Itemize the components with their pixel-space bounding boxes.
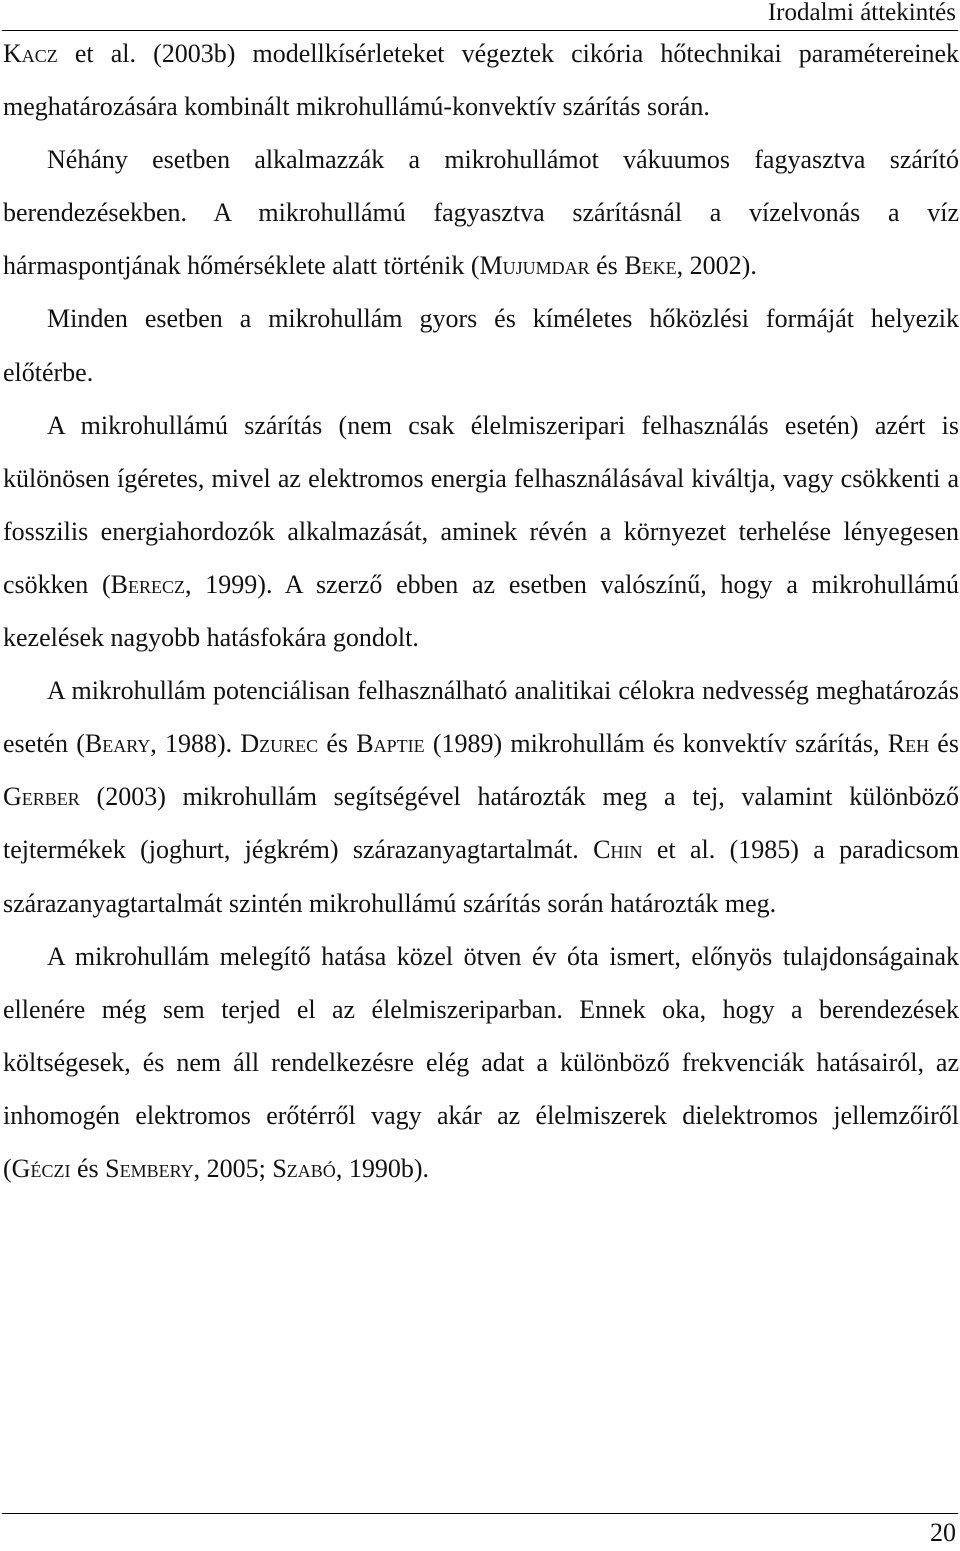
author-name: Szabó bbox=[272, 1153, 336, 1183]
paragraph-5 bbox=[3, 664, 959, 929]
page-number: 20 bbox=[930, 1518, 956, 1547]
paragraph-text: és bbox=[589, 251, 625, 281]
author-name: Chin bbox=[593, 835, 643, 865]
paragraph-text: (1989) mikrohullám és konvektív szárítás, bbox=[424, 729, 888, 759]
footer-divider bbox=[2, 1513, 958, 1514]
author-name: Kacz bbox=[3, 39, 58, 68]
paragraph-text: és bbox=[70, 1153, 106, 1183]
paragraph-text: , 2002). bbox=[676, 251, 757, 281]
paragraph-text: et al. (1985) a paradicsom szárazanyagtartalmát szintén mikrohullámú szárítás során határozták meg. bbox=[3, 835, 959, 918]
paragraph-4 bbox=[3, 399, 959, 664]
paragraph-text: A mikrohullám melegítő hatása közel ötven év óta ismert, előnyös tulajdonságainak ellenére még sem terjed el az élelmiszeriparban. Ennek oka, hogy a berendezések költségesek, és nem áll rendelkezésre elég adat a különböző frekvenciák hatásairól, az inhomogén elektromos erőtérről vagy akár az élelmiszerek dielektromos jellemzőiről ( bbox=[3, 941, 959, 1183]
paragraph-text: , 1999). A szerző ebben az esetben valószínű, hogy a mikrohullámú kezelések nagyobb hatásfokára gondolt. bbox=[3, 569, 959, 653]
paragraph-2 bbox=[3, 133, 959, 292]
paragraph-text: (2003) mikrohullám segítségével határozták meg a tej, valamint különböző tejtermékek (joghurt, jégkrém) szárazanyagtartalmát. bbox=[3, 782, 959, 865]
paragraph-text: , 2005; bbox=[193, 1153, 273, 1183]
paragraph-text: , 1988). bbox=[150, 729, 241, 759]
author-name: Beke bbox=[624, 251, 677, 281]
author-name: Dzurec bbox=[240, 729, 319, 759]
author-name: Berecz bbox=[110, 569, 185, 599]
paragraph-text: A mikrohullám potenciálisan felhasználható analitikai célokra nedvesség meghatározás esetén ( bbox=[3, 676, 959, 759]
paragraph-6 bbox=[3, 930, 959, 1195]
paragraph-text: Minden esetben a mikrohullám gyors és kíméletes hőközlési formáját helyezik előtérbe. bbox=[3, 304, 959, 387]
paragraph-text: Néhány esetben alkalmazzák a mikrohullámot vákuumos fagyasztva szárító berendezésekben. A mikrohullámú fagyasztva szárításnál a vízelvonás a víz hármaspontjának hőmérséklete alatt történik ( bbox=[3, 145, 959, 281]
author-name: Géczi bbox=[11, 1153, 71, 1183]
paragraph-text: és bbox=[929, 729, 959, 759]
paragraph-text: A mikrohullámú szárítás (nem csak élelmiszeripari felhasználás esetén) azért is különösen ígéretes, mivel az elektromos energia felhasználásával kiváltja, vagy csökkenti a fosszilis energiahordozók alkalmazását, aminek révén a környezet terhelése lényegesen csökken ( bbox=[3, 410, 959, 599]
author-name: Beary bbox=[84, 729, 151, 759]
paragraph-1 bbox=[3, 27, 959, 133]
author-name: Sembery bbox=[105, 1153, 194, 1183]
running-header-title: Irodalmi áttekintés bbox=[767, 0, 956, 26]
author-name: Reh bbox=[887, 729, 930, 759]
author-name: Mujumdar bbox=[479, 251, 590, 281]
paragraph-3 bbox=[3, 292, 959, 398]
paragraph-text: et al. (2003b) modellkísérleteket végeztek cikória hőtechnikai paramétereinek meghatározására kombinált mikrohullámú-konvektív szárítás során. bbox=[3, 39, 959, 122]
body-text bbox=[3, 27, 959, 1195]
author-name: Gerber bbox=[3, 782, 80, 812]
paragraph-text: , 1990b). bbox=[335, 1153, 429, 1183]
paragraph-text: és bbox=[318, 729, 357, 759]
author-name: Baptie bbox=[356, 729, 425, 759]
